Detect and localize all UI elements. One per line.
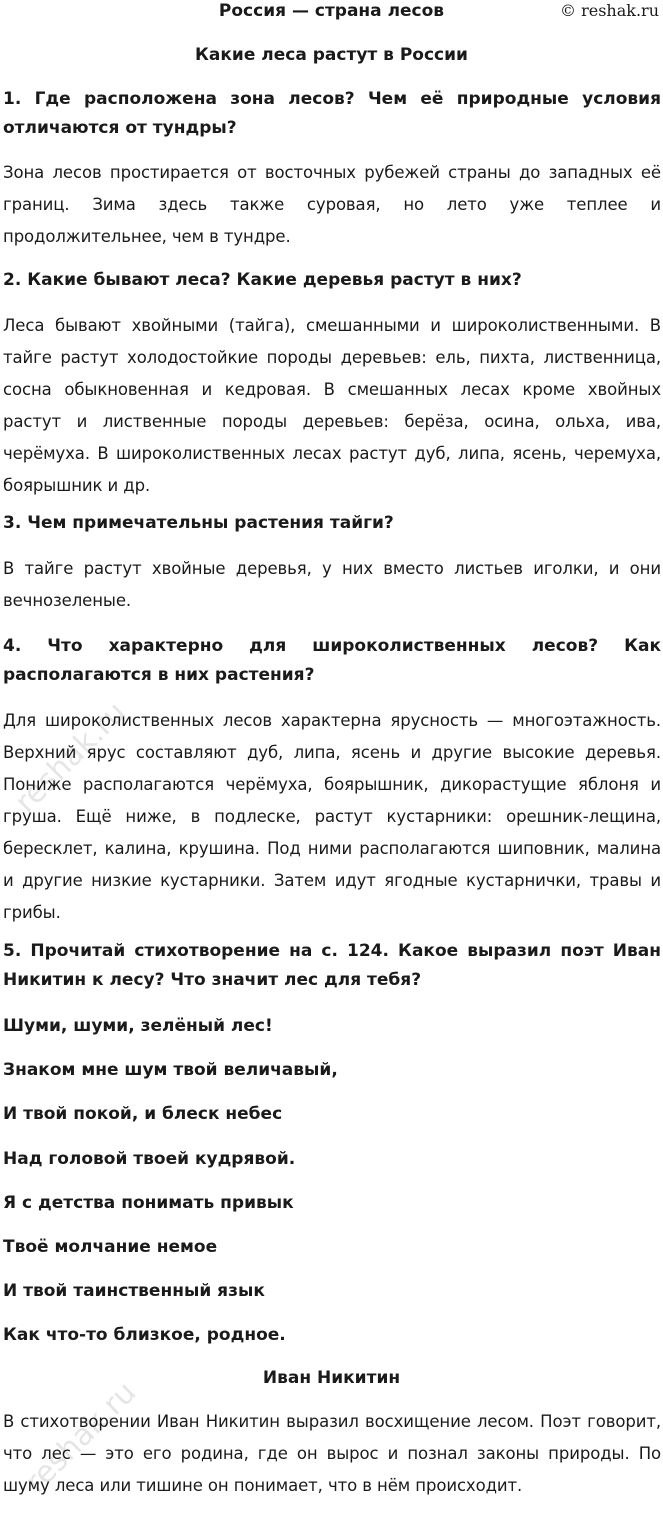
answer-1: Зона лесов простирается от восточных рубежей страны до западных её границ. Зима здесь также суровая, но лето уже теплее и продолжительнее, чем в тундре. (3, 163, 661, 246)
answer-2: Леса бывают хвойными (тайга), смешанными и широколиственными. В тайге растут холодостойкие породы деревьев: ель, пихта, лиственница, сосна обыкновенная и кедровая. В смешанных лесах кроме хвойных растут и лиственные породы деревьев: берёза, осина, ольха, ива, черёмуха. В широколиственных лесах растут дуб, липа, ясень, черемуха, боярышник и др. (3, 316, 661, 495)
watermark: reshak.ru (8, 695, 134, 820)
copyright-notice: © reshak.ru (560, 1, 659, 20)
question-3: 3. Чем примечательны растения тайги? (3, 513, 394, 533)
lesson-title: Какие леса растут в России (195, 45, 468, 65)
poem-line: Знаком мне шум твой величавый, (3, 1060, 338, 1080)
poem-line: И твой покой, и блеск небес (3, 1104, 283, 1124)
question-2: 2. Какие бывают леса? Какие деревья растут в них? (3, 270, 522, 290)
answer-4: Для широколиственных лесов характерна ярусность — многоэтажность. Верхний ярус составляют дуб, липа, ясень и другие высокие деревья. Пониже располагаются черёмуха, боярышник, дикорастущие яблоня и груша. Ещё ниже, в подлеске, растут кустарники: орешник-лещина, бересклет, калина, крушина. Под ними располагаются шиповник, малина и другие низкие кустарники. Затем идут ягодные кустарнички, травы и грибы. (3, 711, 661, 922)
poem-line: Я с детства понимать привык (3, 1193, 294, 1213)
page-header-title: Россия — страна лесов (218, 1, 445, 21)
poem-author: Иван Никитин (262, 1368, 401, 1388)
question-5: 5. Прочитай стихотворение на с. 124. Какое выразил поэт Иван Никитин к лесу? Что значит лес для тебя? (3, 941, 661, 990)
question-4: 4. Что характерно для широколиственных лесов? Как располагаются в них растения? (3, 636, 661, 685)
poem-line: Твоё молчание немое (3, 1237, 218, 1257)
poem-line: Как что-то близкое, родное. (3, 1325, 286, 1345)
watermark: reshak.ru (18, 1375, 144, 1500)
question-1: 1. Где расположена зона лесов? Чем её природные условия отличаются от тундры? (3, 89, 661, 138)
answer-3: В тайге растут хвойные деревья, у них вместо листьев иголки, и они вечнозеленые. (3, 559, 661, 610)
poem-line: Над головой твоей кудрявой. (3, 1149, 296, 1169)
poem-line: Шуми, шуми, зелёный лес! (3, 1016, 273, 1036)
final-answer: В стихотворении Иван Никитин выразил восхищение лесом. Поэт говорит, что лес — это его родина, где он вырос и познал законы природы. По шуму леса или тишине он понимает, что в нём происходит. (3, 1412, 661, 1495)
poem-line: И твой таинственный язык (3, 1281, 265, 1301)
